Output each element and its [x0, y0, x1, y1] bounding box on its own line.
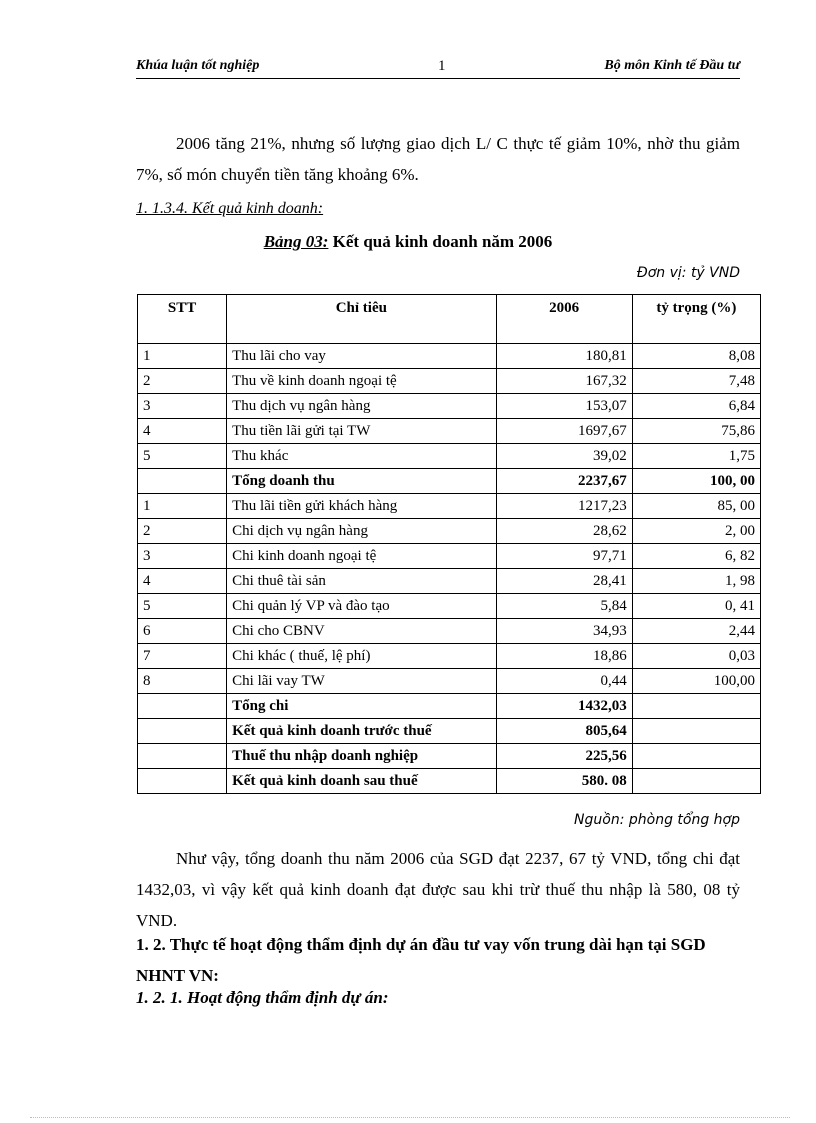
cell-indicator: Tổng chi	[227, 694, 496, 719]
cell-stt	[138, 694, 227, 719]
cell-indicator: Kết quả kinh doanh trước thuế	[227, 719, 496, 744]
cell-stt: 5	[138, 444, 227, 469]
table-row	[138, 644, 761, 669]
cell-value-2006: 28,41	[496, 569, 632, 594]
cell-value-2006: 180,81	[496, 344, 632, 369]
table-row	[138, 769, 761, 794]
table-row	[138, 519, 761, 544]
header-indicator: Chỉ tiêu	[227, 295, 496, 344]
section-subheading: 1. 1.3.4. Kết quả kinh doanh:	[136, 200, 324, 217]
cell-indicator: Chi dịch vụ ngân hàng	[227, 519, 496, 544]
cell-stt: 4	[138, 419, 227, 444]
cell-share	[632, 769, 760, 794]
header-2006: 2006	[496, 295, 632, 344]
table-row	[138, 419, 761, 444]
cell-share	[632, 744, 760, 769]
cell-value-2006: 167,32	[496, 369, 632, 394]
cell-share: 2, 00	[632, 519, 760, 544]
header-share: tỷ trọng (%)	[632, 295, 760, 344]
cell-share: 0,03	[632, 644, 760, 669]
cell-value-2006: 805,64	[496, 719, 632, 744]
subsection-heading: 1. 2. 1. Hoạt động thẩm định dự án:	[136, 988, 389, 1007]
header-thesis-title: Khúa luận tốt nghiệp	[136, 58, 260, 73]
cell-stt	[138, 469, 227, 494]
cell-indicator: Thu dịch vụ ngân hàng	[227, 394, 496, 419]
cell-share: 7,48	[632, 369, 760, 394]
cell-indicator: Thu lãi cho vay	[227, 344, 496, 369]
table-row	[138, 569, 761, 594]
cell-stt	[138, 744, 227, 769]
cell-value-2006: 28,62	[496, 519, 632, 544]
cell-share: 100,00	[632, 669, 760, 694]
cell-stt: 2	[138, 519, 227, 544]
cell-share: 100, 00	[632, 469, 760, 494]
cell-value-2006: 1697,67	[496, 419, 632, 444]
table-caption: Kết quả kinh doanh năm 2006	[328, 232, 553, 251]
header-stt: STT	[138, 295, 227, 344]
cell-stt: 1	[138, 344, 227, 369]
cell-value-2006: 153,07	[496, 394, 632, 419]
source-note: Nguồn: phòng tổng hợp	[574, 812, 740, 828]
cell-value-2006: 1432,03	[496, 694, 632, 719]
cell-value-2006: 225,56	[496, 744, 632, 769]
page-number: 1	[438, 58, 446, 74]
cell-value-2006: 580. 08	[496, 769, 632, 794]
table-row	[138, 719, 761, 744]
table-row	[138, 494, 761, 519]
cell-indicator: Thu tiền lãi gửi tại TW	[227, 419, 496, 444]
cell-share	[632, 694, 760, 719]
cell-value-2006: 2237,67	[496, 469, 632, 494]
table-row	[138, 594, 761, 619]
cell-share: 2,44	[632, 619, 760, 644]
table-row	[138, 469, 761, 494]
cell-value-2006: 5,84	[496, 594, 632, 619]
cell-stt: 8	[138, 669, 227, 694]
page-header	[136, 54, 740, 79]
cell-indicator: Chi kinh doanh ngoại tệ	[227, 544, 496, 569]
table-header-row	[138, 295, 761, 344]
cell-indicator: Thu lãi tiền gửi khách hàng	[227, 494, 496, 519]
page-bottom-rule	[30, 1117, 790, 1118]
cell-value-2006: 39,02	[496, 444, 632, 469]
cell-stt: 5	[138, 594, 227, 619]
table-row	[138, 669, 761, 694]
cell-stt: 2	[138, 369, 227, 394]
cell-value-2006: 1217,23	[496, 494, 632, 519]
table-row	[138, 694, 761, 719]
intro-paragraph: 2006 tăng 21%, nhưng số lượng giao dịch L/ C thực tế giảm 10%, nhờ thu giảm 7%, số món chuyển tiền tăng khoảng 6%.	[136, 134, 740, 184]
cell-indicator: Tổng doanh thu	[227, 469, 496, 494]
cell-share: 1,75	[632, 444, 760, 469]
cell-stt: 3	[138, 394, 227, 419]
cell-indicator: Chi khác ( thuế, lệ phí)	[227, 644, 496, 669]
section-heading: 1. 2. Thực tế hoạt động thẩm định dự án đầu tư vay vốn trung dài hạn tại SGD NHNT VN:	[136, 935, 706, 985]
cell-share: 75,86	[632, 419, 760, 444]
table-row	[138, 744, 761, 769]
cell-indicator: Chi thuê tài sản	[227, 569, 496, 594]
business-results-table	[137, 294, 761, 794]
cell-indicator: Kết quả kinh doanh sau thuế	[227, 769, 496, 794]
table-label: Bảng 03:	[263, 232, 329, 251]
cell-indicator: Thu khác	[227, 444, 496, 469]
cell-value-2006: 0,44	[496, 669, 632, 694]
table-row	[138, 444, 761, 469]
cell-stt: 7	[138, 644, 227, 669]
cell-share: 6, 82	[632, 544, 760, 569]
table-row	[138, 544, 761, 569]
cell-share: 1, 98	[632, 569, 760, 594]
cell-share: 6,84	[632, 394, 760, 419]
table-row	[138, 619, 761, 644]
cell-stt	[138, 719, 227, 744]
cell-indicator: Chi cho CBNV	[227, 619, 496, 644]
cell-share: 85, 00	[632, 494, 760, 519]
cell-stt: 6	[138, 619, 227, 644]
table-row	[138, 369, 761, 394]
cell-stt: 4	[138, 569, 227, 594]
summary-paragraph: Như vậy, tổng doanh thu năm 2006 của SGD đạt 2237, 67 tỷ VND, tổng chi đạt 1432,03, vì vậy kết quả kinh doanh đạt được sau khi trừ thuế thu nhập là 580, 08 tỷ VND.	[136, 849, 740, 930]
header-department: Bộ môn Kinh tế Đầu tư	[604, 58, 740, 73]
cell-indicator: Chi lãi vay TW	[227, 669, 496, 694]
cell-stt: 1	[138, 494, 227, 519]
cell-value-2006: 97,71	[496, 544, 632, 569]
cell-share	[632, 719, 760, 744]
table-row	[138, 394, 761, 419]
cell-stt	[138, 769, 227, 794]
unit-note: Đơn vị: tỷ VND	[636, 265, 740, 281]
table-row	[138, 344, 761, 369]
cell-indicator: Chi quản lý VP và đào tạo	[227, 594, 496, 619]
cell-indicator: Thu về kinh doanh ngoại tệ	[227, 369, 496, 394]
cell-value-2006: 18,86	[496, 644, 632, 669]
cell-indicator: Thuế thu nhập doanh nghiệp	[227, 744, 496, 769]
cell-value-2006: 34,93	[496, 619, 632, 644]
table-title	[0, 232, 816, 252]
cell-stt: 3	[138, 544, 227, 569]
cell-share: 0, 41	[632, 594, 760, 619]
cell-share: 8,08	[632, 344, 760, 369]
